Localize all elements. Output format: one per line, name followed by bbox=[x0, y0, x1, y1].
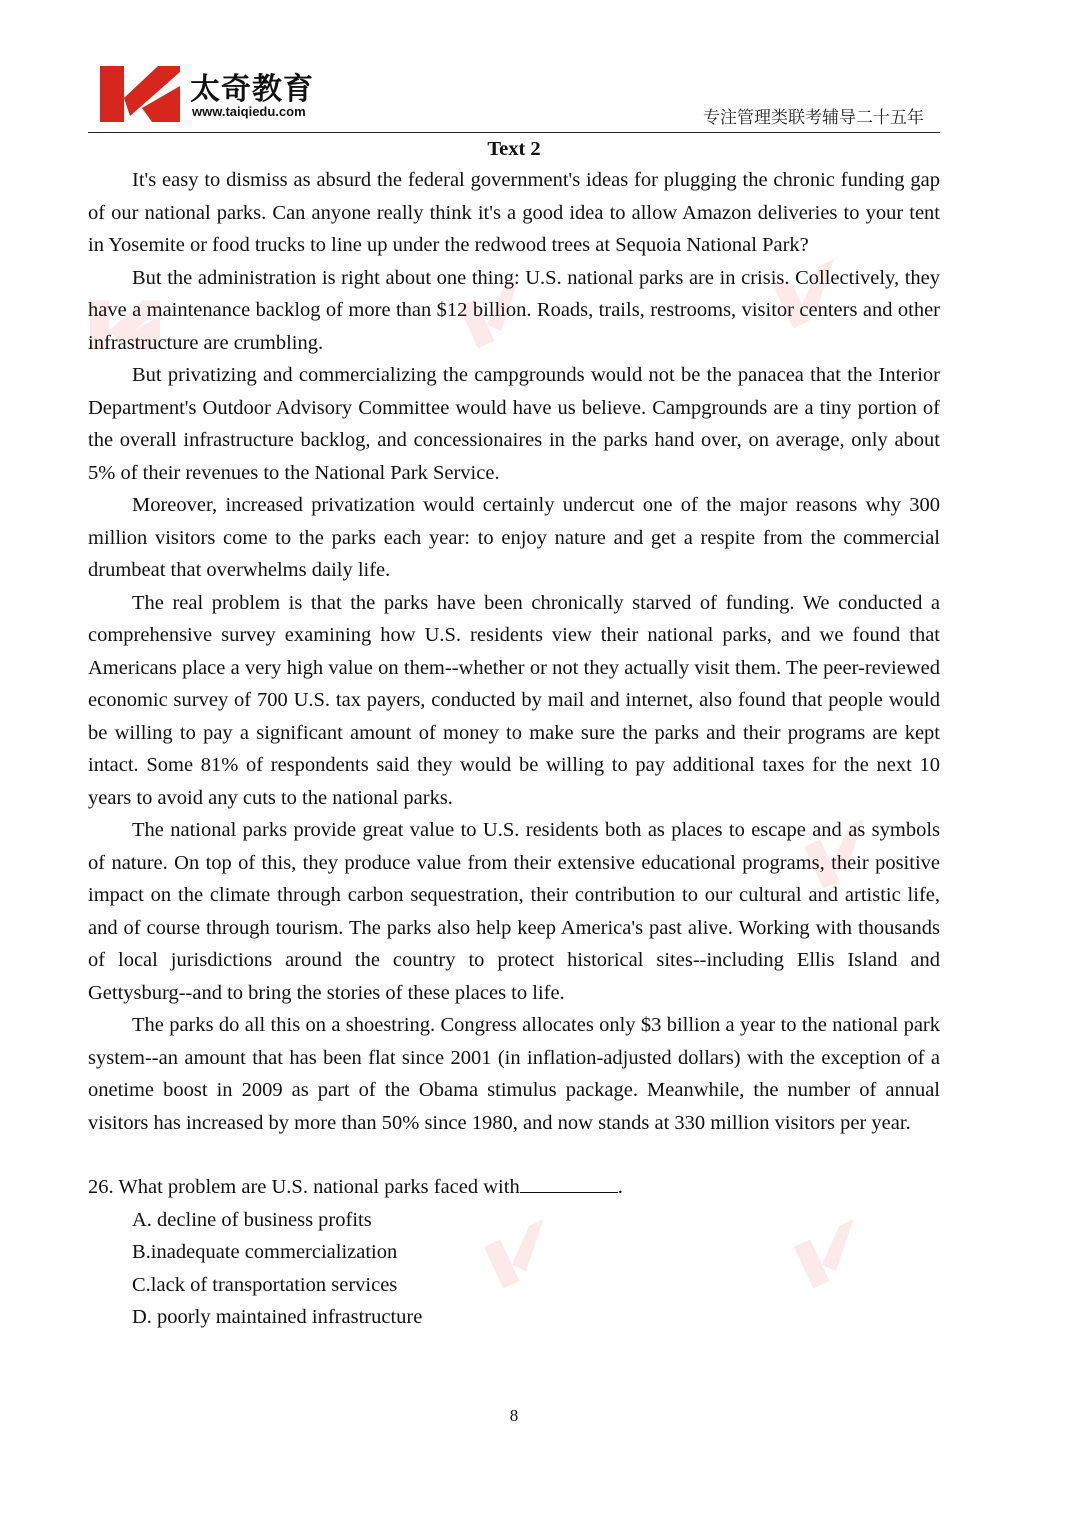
brand-logo bbox=[100, 66, 330, 126]
logo-mark-icon bbox=[100, 66, 180, 122]
answer-blank bbox=[520, 1172, 618, 1194]
header-tagline: 专注管理类联考辅导二十五年 bbox=[703, 108, 924, 128]
text-title: Text 2 bbox=[487, 138, 541, 160]
page-number: 8 bbox=[509, 1406, 519, 1425]
question-stem bbox=[88, 1171, 940, 1204]
paragraph: But the administration is right about one thing: U.S. national parks are in crisis. Collectively, they have a maintenance backlog of more than $12 billion. Roads, trails, restrooms, visitor centers and other infrastructure are crumbling. bbox=[88, 266, 940, 354]
logo-url: www.taiqiedu.com bbox=[192, 104, 306, 119]
logo-text: 太奇教育 bbox=[190, 72, 314, 107]
paragraph: But privatizing and commercializing the campgrounds would not be the panacea that the Interior Department's Outdoor Advisory Committee would have us believe. Campgrounds are a tiny portion of the overall infrastructure backlog, and concessionaires in the parks hand over, on average, only about 5% of their revenues to the National Park Service. bbox=[88, 364, 940, 484]
option-b: B.inadequate commercialization bbox=[132, 1241, 398, 1263]
question-text: 26. What problem are U.S. national parks faced with bbox=[88, 1176, 520, 1198]
paragraph: Moreover, increased privatization would certainly undercut one of the major reasons why 300 million visitors come to the parks each year: to enjoy nature and get a respite from the commercial drumbeat that overwhelms daily life. bbox=[88, 494, 940, 581]
paragraph: The national parks provide great value to U.S. residents both as places to escape and as symbols of nature. On top of this, they produce value from their extensive educational programs, their positive impact on the climate through carbon sequestration, their contribution to our cultural and artistic life, and of course through tourism. The parks also help keep America's past alive. Working with thousands of local jurisdictions around the country to protect historical sites--including Ellis Island and Gettysburg--and to bring the stories of these places to life. bbox=[88, 819, 940, 1004]
option-c: C.lack of transportation services bbox=[132, 1273, 398, 1296]
paragraph: The parks do all this on a shoestring. Congress allocates only $3 billion a year to the national park system--an amount that has been flat since 2001 (in inflation-adjusted dollars) with the exception of a onetime boost in 2009 as part of the Obama stimulus package. Meanwhile, the number of annual visitors has increased by more than 50% since 1980, and now stands at 330 million visitors per year. bbox=[88, 1014, 940, 1134]
paragraph: The real problem is that the parks have been chronically starved of funding. We conducted a comprehensive survey examining how U.S. residents view their national parks, and we found that Americans place a very high value on them--whether or not they actually visit them. The peer-reviewed economic survey of 700 U.S. tax payers, conducted by mail and internet, also found that people would be willing to pay a significant amount of money to make sure the parks and their programs are kept intact. Some 81% of respondents said they would be willing to pay additional taxes for the next 10 years to avoid any cuts to the national parks. bbox=[88, 591, 940, 809]
option-a: A. decline of business profits bbox=[132, 1208, 372, 1231]
option-d: D. poorly maintained infrastructure bbox=[132, 1306, 423, 1328]
page-content bbox=[88, 134, 940, 1334]
paragraph: It's easy to dismiss as absurd the federal government's ideas for plugging the chronic funding gap of our national parks. Can anyone really think it's a good idea to allow Amazon deliveries to your tent in Yosemite or food trucks to line up under the redwood trees at Sequoia National Park? bbox=[88, 169, 940, 256]
question-end: . bbox=[617, 1176, 623, 1198]
page-header bbox=[88, 60, 940, 133]
